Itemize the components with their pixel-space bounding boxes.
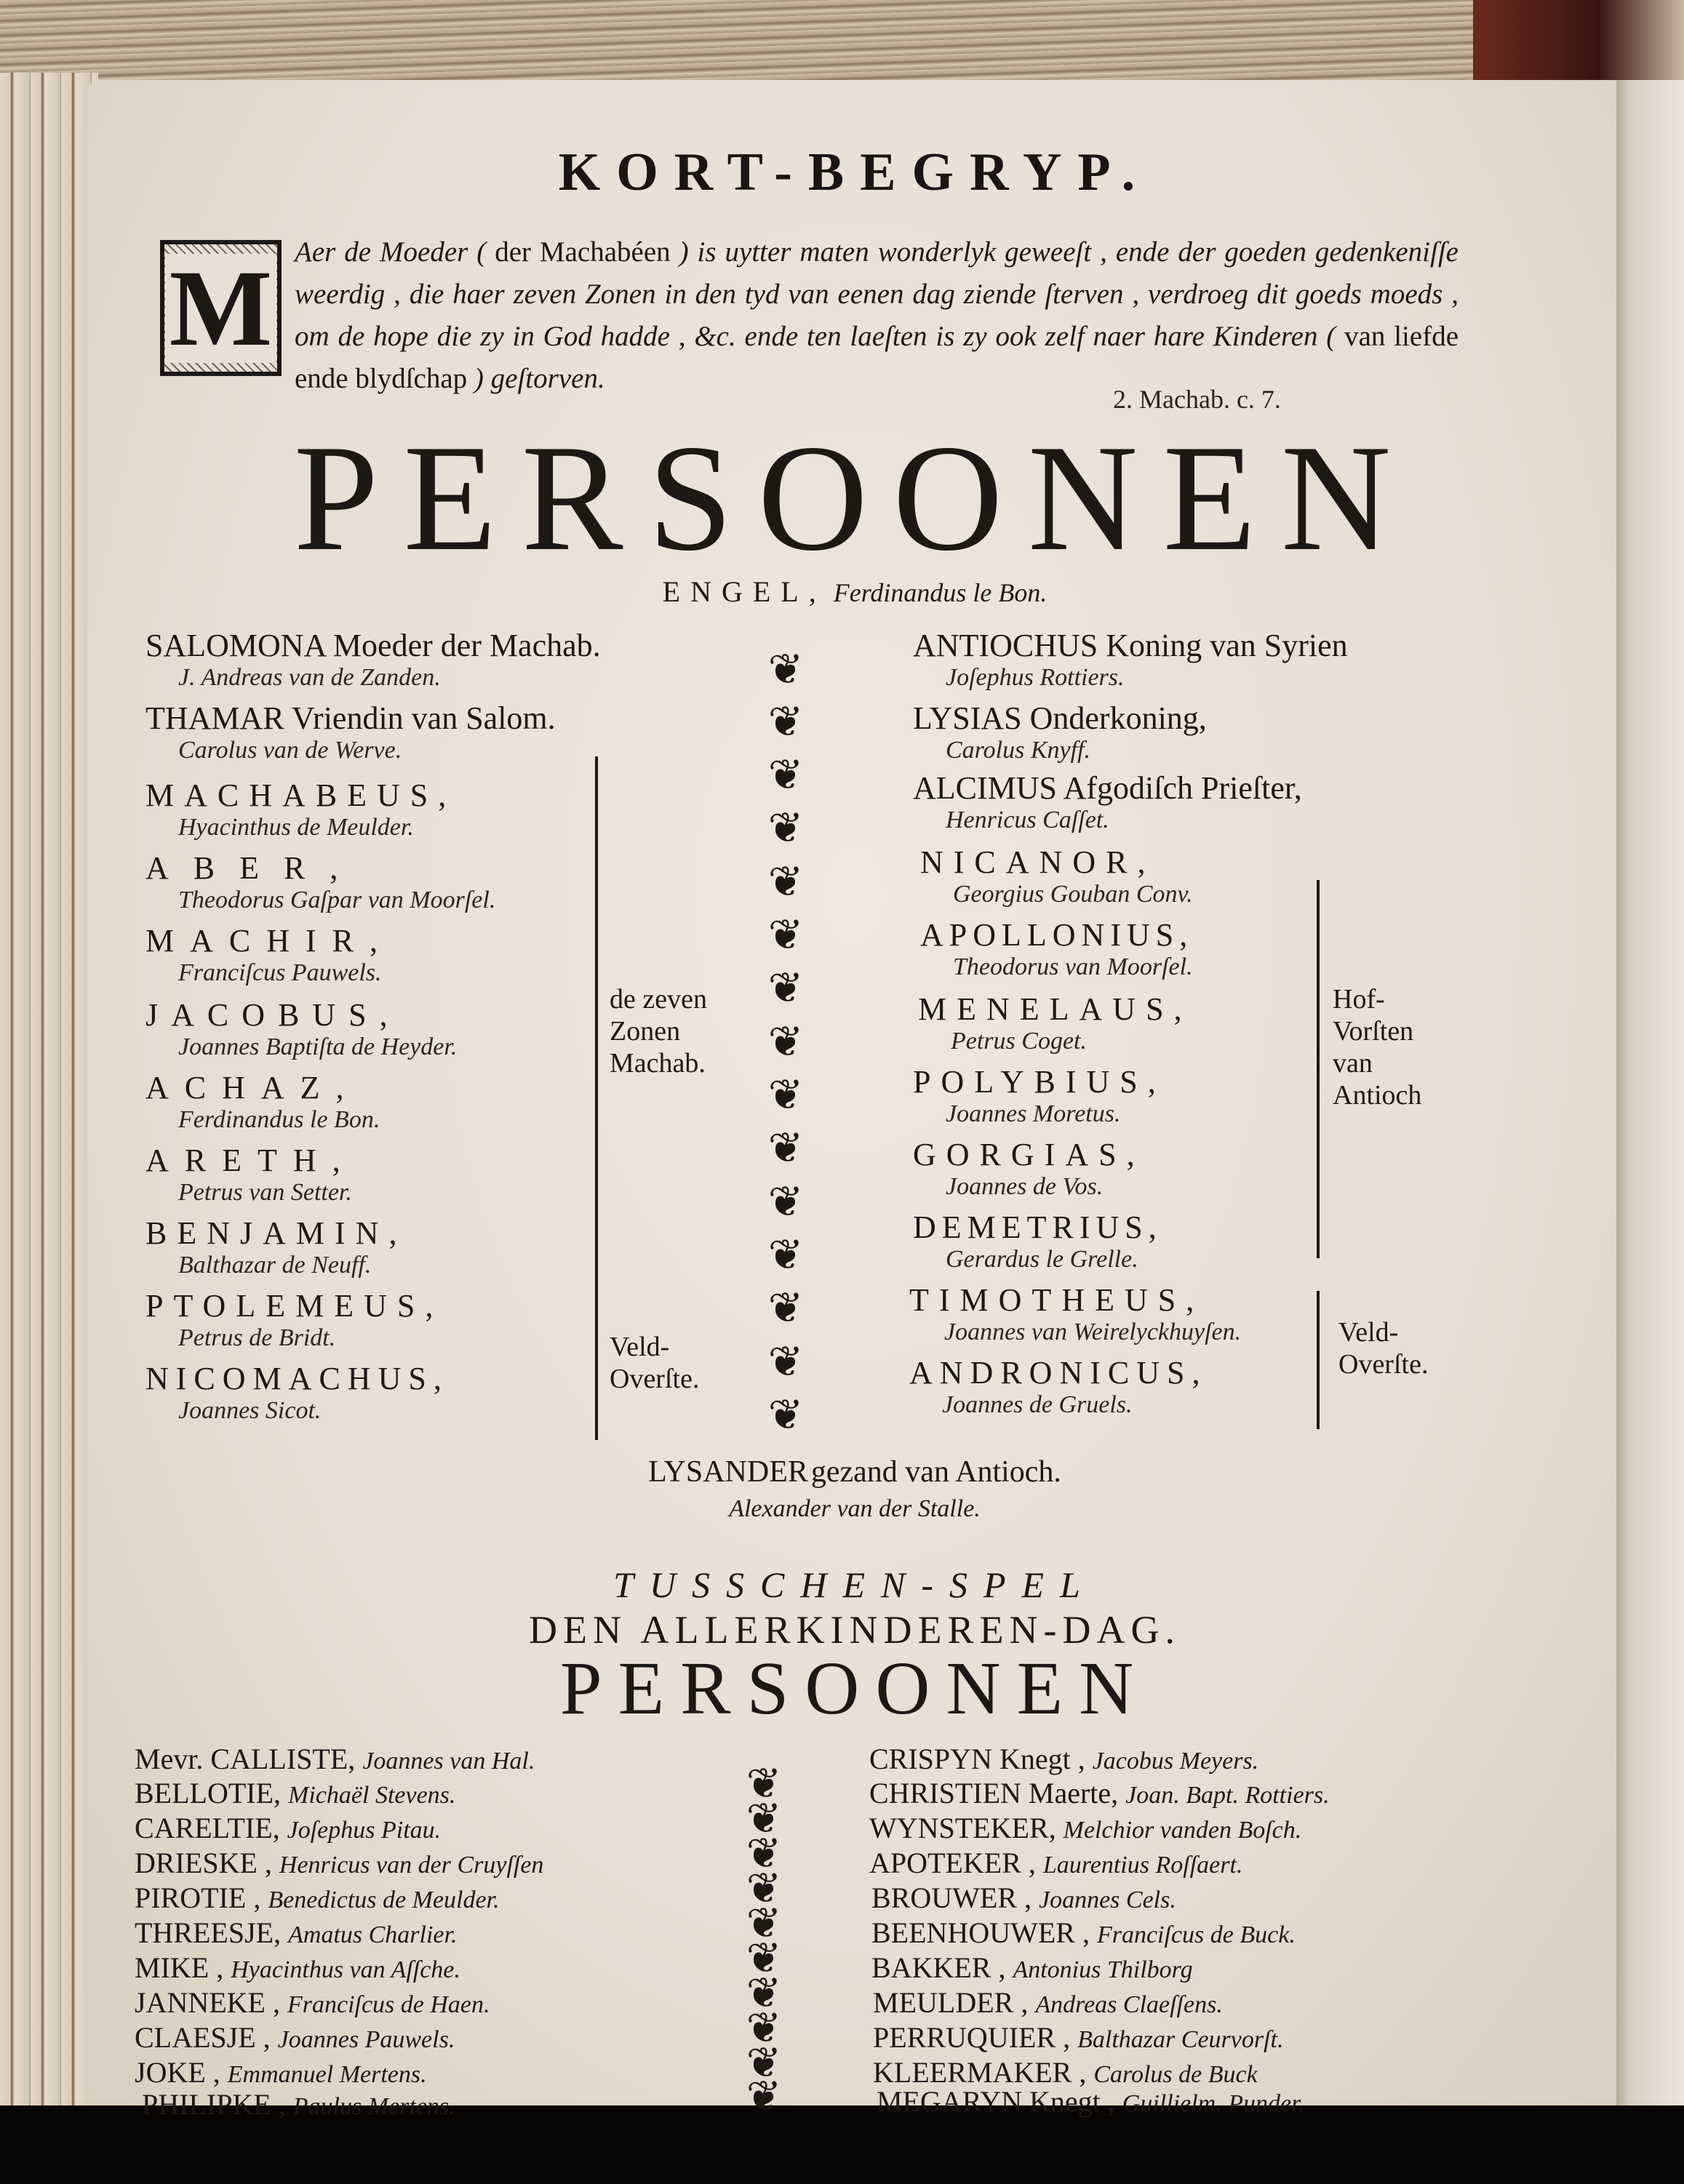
cast-entry	[913, 1209, 1162, 1273]
interlude-entry	[873, 2020, 1283, 2055]
interlude-entry	[135, 1985, 490, 2020]
fleuron-ornament-icon: ❦	[746, 2039, 782, 2087]
cast-entry	[909, 1281, 1241, 1346]
character-name: PERRUQUIER ,	[873, 2021, 1071, 2054]
character-name: ANTIOCHUS	[913, 628, 1098, 663]
character-name: CRISPYN Knegt ,	[869, 1743, 1085, 1775]
actor-name: Joan. Bapt. Rottiers.	[1125, 1782, 1330, 1809]
character-name: LYSANDER	[648, 1455, 808, 1489]
cast-entry	[920, 916, 1193, 981]
fleuron-ornament-icon: ❦	[746, 1760, 782, 1807]
cast-entry	[913, 769, 1302, 834]
character-name: APOLLONIUS,	[920, 917, 1194, 953]
character-name: Mevr. CALLISTE,	[135, 1743, 356, 1775]
actor-name: Benedictus de Meulder.	[268, 1887, 500, 1913]
actor-name: Theodorus van Moorſel.	[953, 953, 1193, 980]
page-stack-edges	[0, 73, 98, 2184]
cast-entry	[145, 1215, 407, 1279]
cast-entry	[913, 1063, 1166, 1128]
cast-entry	[913, 1136, 1145, 1201]
cast-entry	[145, 1287, 443, 1352]
cast-entry	[918, 991, 1192, 1055]
actor-name: Joannes de Gruels.	[942, 1391, 1133, 1418]
cast-entry	[145, 700, 556, 764]
fleuron-ornament-icon: ❦	[767, 858, 804, 905]
actor-name: Petrus Coget.	[951, 1028, 1087, 1055]
fleuron-ornament-icon: ❦	[767, 1071, 804, 1119]
character-name: BENJAMIN,	[145, 1215, 407, 1251]
actor-name: Andreas Claeſſens.	[1035, 1991, 1223, 2018]
actor-name: Joannes de Vos.	[946, 1173, 1104, 1200]
label-line: van	[1333, 1048, 1373, 1079]
actor-name: Carolus de Buck	[1093, 2061, 1258, 2088]
engel-role: ENGEL,	[662, 575, 826, 608]
character-name: TIMOTHEUS,	[909, 1282, 1205, 1318]
character-name: SALOMONA	[145, 628, 325, 663]
character-name: PHILIPKE ,	[142, 2088, 286, 2121]
bible-citation: 2. Machab. c. 7.	[1113, 385, 1281, 414]
interlude-entry	[135, 2055, 427, 2089]
character-description: Vriendin van Salom.	[291, 700, 556, 736]
seven-sons-bracket	[595, 756, 611, 1353]
character-name: POLYBIUS,	[913, 1064, 1166, 1100]
actor-name: Carolus Knyff.	[946, 737, 1090, 764]
character-name: PIROTIE ,	[135, 1881, 261, 1914]
fleuron-ornament-icon: ❦	[746, 2073, 782, 2120]
character-description: Moeder der Machab.	[332, 628, 601, 663]
character-description: Afgodiſch Prieſter,	[1063, 770, 1302, 806]
cast-entry	[145, 1069, 380, 1134]
actor-name: Joſephus Rottiers.	[946, 664, 1125, 691]
character-name: CLAESJE ,	[135, 2021, 271, 2054]
character-name: ACHAZ,	[145, 1070, 360, 1105]
fleuron-ornament-icon: ❦	[767, 1231, 804, 1279]
interlude-entry	[135, 1881, 500, 1915]
cast-entry	[913, 627, 1348, 692]
fleuron-ornament-icon: ❦	[767, 804, 804, 852]
fleuron-ornament-icon: ❦	[767, 1391, 804, 1439]
character-name: ARETH,	[145, 1143, 356, 1178]
actor-name: Joſephus Pitau.	[287, 1817, 442, 1844]
character-name: MIKE ,	[135, 1951, 224, 1984]
actor-name: Gerardus le Grelle.	[946, 1246, 1138, 1273]
cast-heading: PERSOONEN	[293, 414, 1416, 583]
character-name: LYSIAS	[913, 700, 1022, 736]
actor-name: Georgius Gouban Conv.	[953, 881, 1193, 908]
interlude-entry	[869, 1811, 1301, 1845]
character-name: JACOBUS,	[145, 997, 401, 1033]
court-princes-label	[1333, 983, 1421, 1111]
character-description: Koning van Syrien	[1106, 628, 1348, 663]
interlude-entry	[871, 1881, 1176, 1915]
interlude-entry	[135, 1846, 543, 1880]
interlude-label: TUSSCHEN-SPEL	[613, 1564, 1096, 1605]
seven-sons-label	[610, 983, 707, 1079]
character-name: THAMAR	[145, 700, 284, 736]
left-generals-bracket	[595, 1309, 611, 1440]
label-line: Antioch	[1333, 1080, 1422, 1111]
fleuron-ornament-icon: ❦	[767, 1178, 804, 1225]
character-name: JANNEKE ,	[135, 1986, 280, 2019]
actor-name: Balthazar Ceurvorſt.	[1077, 2026, 1284, 2053]
character-name: MEULDER ,	[873, 1986, 1029, 2019]
actor-name: Joannes Pauwels.	[277, 2026, 455, 2053]
fleuron-ornament-icon: ❦	[746, 1900, 782, 1947]
actor-name: Antonius Thilborg	[1013, 1956, 1193, 1983]
engel-entry	[87, 575, 1622, 609]
fleuron-ornament-icon: ❦	[746, 1969, 782, 2017]
actor-name: Petrus de Bridt.	[178, 1324, 336, 1351]
court-princes-bracket	[1317, 880, 1333, 1258]
fleuron-ornament-icon: ❦	[767, 698, 804, 745]
drop-cap-letter: M	[165, 254, 277, 363]
character-name: BEENHOUWER ,	[871, 1916, 1090, 1949]
character-name: THREESJE,	[135, 1916, 282, 1949]
interlude-entry	[135, 1776, 455, 1810]
actor-name: Balthazar de Neuff.	[178, 1252, 372, 1279]
character-name: BELLOTIE,	[135, 1777, 282, 1809]
interlude-entry	[135, 2020, 455, 2055]
interlude-entry	[135, 1916, 457, 1950]
character-name: NICOMACHUS,	[145, 1361, 449, 1396]
character-name: MACHABEUS,	[145, 777, 457, 813]
cast-entry	[145, 849, 495, 914]
actor-name: Hyacinthus de Meulder.	[178, 814, 414, 841]
character-name: WYNSTEKER,	[869, 1812, 1056, 1844]
character-name: ALCIMUS	[913, 770, 1058, 806]
interlude-entry	[135, 1811, 441, 1845]
label-line: Overſte.	[1338, 1349, 1429, 1380]
character-name: CHRISTIEN Maerte,	[869, 1777, 1119, 1809]
interlude-entry	[869, 1846, 1242, 1880]
summary-part: Aer de Moeder (	[295, 236, 495, 268]
actor-name: Jacobus Meyers.	[1092, 1748, 1259, 1775]
actor-name: Paulus Mertens.	[292, 2093, 455, 2120]
fleuron-ornament-icon: ❦	[767, 911, 804, 959]
character-name: APOTEKER ,	[869, 1847, 1036, 1879]
summary-heading: KORT-BEGRYP.	[558, 143, 1152, 202]
actor-name: Joannes Moretus.	[946, 1100, 1121, 1127]
actor-name: Franciſcus de Buck.	[1096, 1921, 1296, 1948]
interlude-entry	[869, 1776, 1330, 1810]
character-name: DRIESKE ,	[135, 1847, 272, 1879]
actor-name: Melchior vanden Boſch.	[1063, 1817, 1302, 1844]
label-line: Veld-	[610, 1332, 670, 1362]
actor-name: Joannes Cels.	[1039, 1887, 1176, 1913]
interlude-cast-heading: PERSOONEN	[559, 1647, 1150, 1730]
drop-cap-initial	[160, 240, 282, 376]
character-name: MEGARYN Knegt ,	[877, 2085, 1115, 2118]
right-generals-bracket	[1317, 1291, 1333, 1429]
actor-name: Theodorus Gaſpar van Moorſel.	[178, 887, 496, 913]
character-name: GORGIAS,	[913, 1137, 1145, 1172]
label-line: Zonen	[610, 1016, 681, 1047]
interlude-entry	[869, 1742, 1258, 1776]
summary-text	[295, 231, 1458, 400]
fleuron-ornament-icon: ❦	[746, 1935, 782, 1982]
character-name: MACHIR,	[145, 923, 394, 959]
actor-name: Henricus van der Cruyſſen	[279, 1852, 544, 1879]
character-name: BROUWER ,	[871, 1881, 1031, 1914]
fleuron-ornament-icon: ❦	[767, 646, 804, 693]
actor-name: Ferdinandus le Bon.	[178, 1106, 380, 1133]
cast-entry	[145, 996, 457, 1061]
fleuron-ornament-icon: ❦	[767, 1338, 804, 1385]
engel-actor: Ferdinandus le Bon.	[833, 578, 1047, 607]
label-line: Machab.	[610, 1048, 706, 1079]
interlude-entry	[871, 1916, 1296, 1950]
fleuron-ornament-icon: ❦	[767, 1284, 804, 1332]
interlude-title: DEN ALLERKINDEREN-DAG.	[529, 1608, 1181, 1652]
character-description: gezand van Antioch.	[810, 1455, 1061, 1489]
facing-page-gutter	[1616, 80, 1684, 2116]
summary-part-roman: der Machabéen	[495, 236, 671, 268]
actor-name: Henricus Caſſet.	[946, 807, 1109, 833]
character-name: DEMETRIUS,	[913, 1209, 1162, 1245]
actor-name: Petrus van Setter.	[178, 1179, 352, 1206]
fleuron-ornament-icon: ❦	[767, 751, 804, 799]
interlude-entry	[877, 2084, 1304, 2119]
right-generals-label	[1338, 1316, 1428, 1380]
cast-entry	[145, 627, 601, 692]
lysander-entry	[87, 1455, 1622, 1523]
interlude-entry	[142, 2087, 455, 2121]
cast-entry	[145, 1360, 449, 1425]
actor-name: Hyacinthus van Aſſche.	[231, 1956, 460, 1983]
actor-name: Emmanuel Mertens.	[227, 2061, 427, 2088]
book-cover-corner	[1473, 0, 1684, 87]
summary-part: ) geſtorven.	[467, 363, 605, 394]
character-name: MENELAUS,	[918, 991, 1192, 1027]
actor-name: Guillielm. Punder.	[1122, 2090, 1305, 2117]
cast-entry	[920, 844, 1193, 908]
cast-entry	[909, 1354, 1207, 1419]
actor-name: Joannes van Weirelyckhuyſen.	[944, 1319, 1242, 1345]
character-name: JOKE ,	[135, 2056, 220, 2089]
fleuron-ornament-icon: ❦	[746, 2004, 782, 2052]
actor-name: J. Andreas van de Zanden.	[178, 664, 441, 691]
actor-name: Michaël Stevens.	[288, 1782, 456, 1809]
cast-entry	[145, 922, 394, 987]
character-name: ABER,	[145, 850, 363, 886]
cast-entry	[913, 700, 1207, 764]
character-name: CARELTIE,	[135, 1812, 280, 1844]
actor-name: Franciſcus de Haen.	[287, 1991, 490, 2018]
label-line: de zeven	[610, 984, 707, 1015]
fleuron-ornament-icon: ❦	[767, 1124, 804, 1172]
actor-name: Laurentius Roſſaert.	[1042, 1852, 1243, 1879]
fleuron-ornament-icon: ❦	[746, 1865, 782, 1912]
label-line: Overſte.	[610, 1364, 700, 1394]
character-description: Onderkoning,	[1029, 700, 1207, 736]
actor-name: Alexander van der Stalle.	[729, 1495, 981, 1522]
fleuron-ornament-icon: ❦	[746, 1830, 782, 1877]
actor-name: Joannes Sicot.	[178, 1397, 322, 1424]
interlude-entry	[135, 1951, 460, 1985]
interlude-entry	[871, 1951, 1193, 1985]
summary-part: ) is uytter maten wonderlyk geweeſt , ende der goeden gedenkeniſſe weerdig , die haer zeven Zonen in den tyd van eenen dag ziende ſterven , verdroeg dit goeds moeds , om de hope die zy in God hadde , &c. ende ten laeſten is zy ook zelf naer hare Kinderen (	[295, 236, 1458, 352]
fleuron-ornament-icon: ❦	[767, 964, 804, 1012]
fleuron-ornament-icon: ❦	[746, 1795, 782, 1842]
interlude-entry	[135, 1742, 535, 1776]
character-name: KLEERMAKER ,	[873, 2056, 1087, 2089]
actor-name: Joannes van Hal.	[362, 1748, 535, 1775]
character-name: ANDRONICUS,	[909, 1355, 1208, 1391]
label-line: Veld-	[1338, 1317, 1399, 1348]
interlude-entry	[873, 1985, 1223, 2020]
actor-name: Amatus Charlier.	[288, 1921, 458, 1948]
label-line: Hof-	[1333, 984, 1385, 1015]
character-name: PTOLEMEUS,	[145, 1288, 444, 1324]
summary-part-roman: van liefde ende blydſchap	[295, 321, 1458, 394]
character-name: BAKKER ,	[871, 1951, 1006, 1984]
cast-entry	[145, 1142, 356, 1207]
label-line: Vorſten	[1333, 1016, 1414, 1047]
left-generals-label	[610, 1331, 699, 1395]
character-name: NICANOR,	[920, 844, 1156, 880]
actor-name: Franciſcus Pauwels.	[178, 959, 382, 986]
actor-name: Joannes Baptiſta de Heyder.	[178, 1033, 458, 1060]
fleuron-ornament-icon: ❦	[767, 1018, 804, 1065]
actor-name: Carolus van de Werve.	[178, 737, 402, 764]
cast-entry	[145, 777, 456, 841]
